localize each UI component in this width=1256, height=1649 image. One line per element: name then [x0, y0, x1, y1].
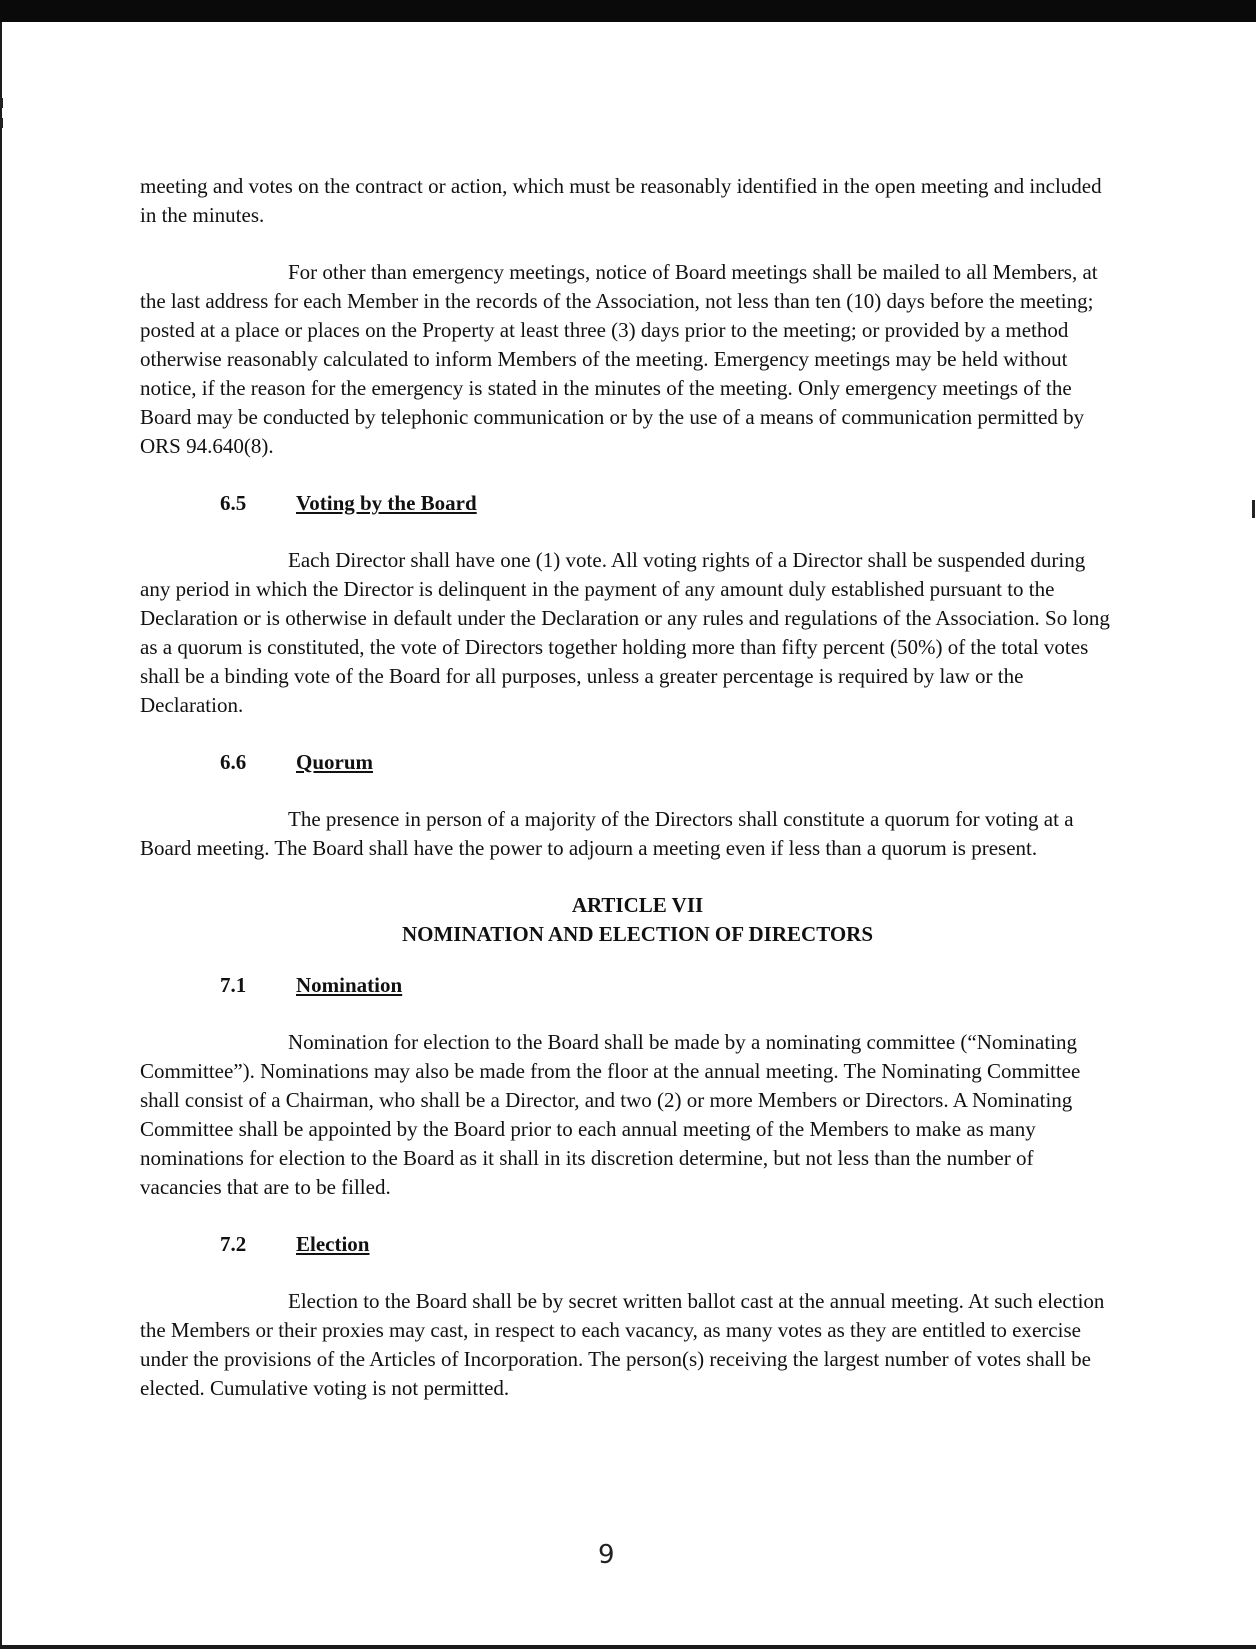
article-title: NOMINATION AND ELECTION OF DIRECTORS: [401, 922, 873, 946]
paragraph-quorum: The presence in person of a majority of the Directors shall constitute a quorum for voting at a Board meeting. The Board shall have the power to adjourn a meeting even if less than a quorum is present.: [140, 807, 1074, 860]
scan-border-top: [0, 0, 1256, 22]
scan-border-bottom: [0, 1645, 1256, 1649]
section-number: 7.2: [220, 1232, 247, 1256]
section-number: 6.5: [220, 491, 247, 515]
section-title: Voting by the Board: [296, 491, 477, 515]
section-title: Election: [296, 1232, 370, 1256]
article-label: ARTICLE VII: [571, 893, 704, 917]
scan-tick: [0, 118, 3, 128]
paragraph-voting: Each Director shall have one (1) vote. All voting rights of a Director shall be suspended during any period in which the Director is delinquent in the payment of any amount duly established pursuant to the Declaration or is otherwise in default under the Declaration or any rules and regulations of the Association. So long as a quorum is constituted, the vote of Directors together holding more than fifty percent (50%) of the total votes shall be a binding vote of the Board for all purposes, unless a greater percentage is required by law or the Declaration.: [140, 548, 1110, 717]
section-heading-7-2: [140, 1230, 1115, 1259]
document-page: [140, 172, 1115, 1403]
paragraph-nomination: Nomination for election to the Board shall be made by a nominating committee (“Nominating Committee”). Nominations may also be made from the floor at the annual meeting. The Nominating Committee shall consist of a Chairman, who shall be a Director, and two (2) or more Members or Directors. A Nominating Committee shall be appointed by the Board prior to each annual meeting of the Members to make as many nominations for election to the Board as it shall in its discretion determine, but not less than the number of vacancies that are to be filled.: [140, 1030, 1081, 1199]
section-heading-6-5: [140, 489, 1115, 518]
page-number: 9: [598, 1540, 615, 1570]
section-title: Quorum: [296, 750, 374, 774]
scan-mark: [1252, 500, 1255, 518]
section-number: 7.1: [220, 973, 247, 997]
section-title: Nomination: [296, 973, 403, 997]
section-heading-7-1: [140, 971, 1115, 1000]
paragraph-notice-of-meetings: For other than emergency meetings, notice of Board meetings shall be mailed to all Members, at the last address for each Member in the records of the Association, not less than ten (10) days before the meeting; posted at a place or places on the Property at least three (3) days prior to the meeting; or provided by a method otherwise reasonably calculated to inform Members of the meeting. Emergency meetings may be held without notice, if the reason for the emergency is stated in the minutes of the meeting. Only emergency meetings of the Board may be conducted by telephonic communication or by the use of a means of communication permitted by ORS 94.640(8).: [140, 260, 1098, 458]
section-number: 6.6: [220, 750, 247, 774]
paragraph-election: Election to the Board shall be by secret written ballot cast at the annual meeting. At such election the Members or their proxies may cast, in respect to each vacancy, as many votes as they are entitled to exercise under the provisions of the Articles of Incorporation. The person(s) receiving the largest number of votes shall be elected. Cumulative voting is not permitted.: [140, 1289, 1105, 1400]
section-heading-6-6: [140, 748, 1115, 777]
scan-tick: [0, 98, 3, 108]
scan-border-left: [0, 22, 2, 1649]
paragraph-continued: meeting and votes on the contract or action, which must be reasonably identified in the open meeting and included in the minutes.: [140, 174, 1102, 227]
